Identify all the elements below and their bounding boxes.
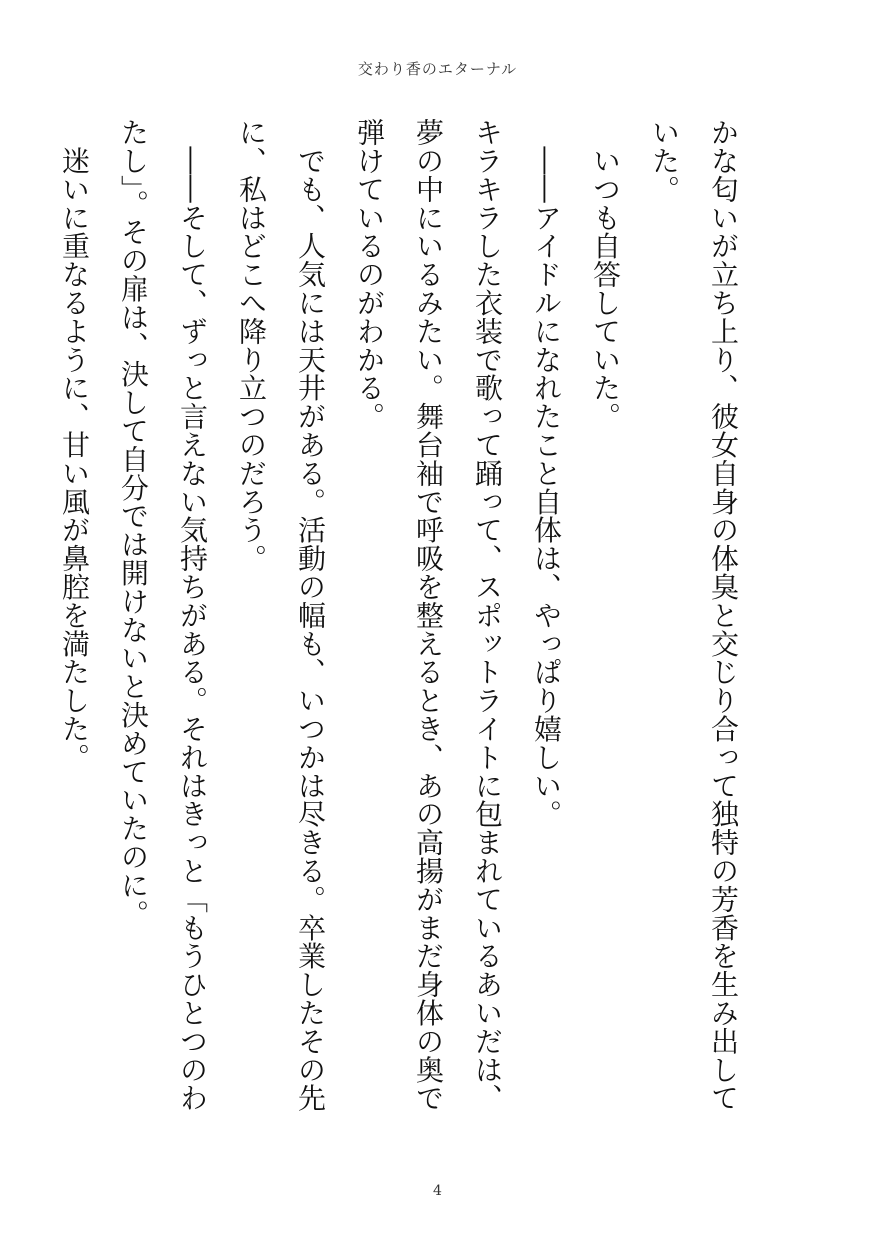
paragraph: ――そして、ずっと言えない気持ちがある。それはきっと「もうひとつのわたし」。その扉は、決して自分では開けないと決めていたのに。	[117, 118, 209, 1112]
body-text	[45, 118, 753, 1118]
paragraph: いつも自答していた。	[589, 118, 622, 431]
paragraph: ――アイドルになれたこと自体は、やっぱり嬉しい。	[530, 118, 563, 828]
paragraph: キラキラした衣装で歌って踊って、スポットライトに包まれているあいだは、夢の中にいるみたい。舞台袖で呼吸を整えるとき、あの高揚がまだ身体の奥で弾けているのがわかる。	[353, 118, 504, 1112]
paragraph: 迷いに重なるように、甘い風が鼻腔を満たした。	[58, 118, 91, 772]
paragraph: かな匂いが立ち上り、彼女自身の体臭と交じり合って独特の芳香を生み出していた。	[648, 118, 740, 1112]
page-number: 4	[433, 1183, 442, 1199]
running-header: 交わり香のエターナル	[357, 60, 518, 78]
paragraph: でも、人気には天井がある。活動の幅も、いつかは尽きる。卒業したその先に、私はどこへ降り立つのだろう。	[235, 118, 327, 1112]
